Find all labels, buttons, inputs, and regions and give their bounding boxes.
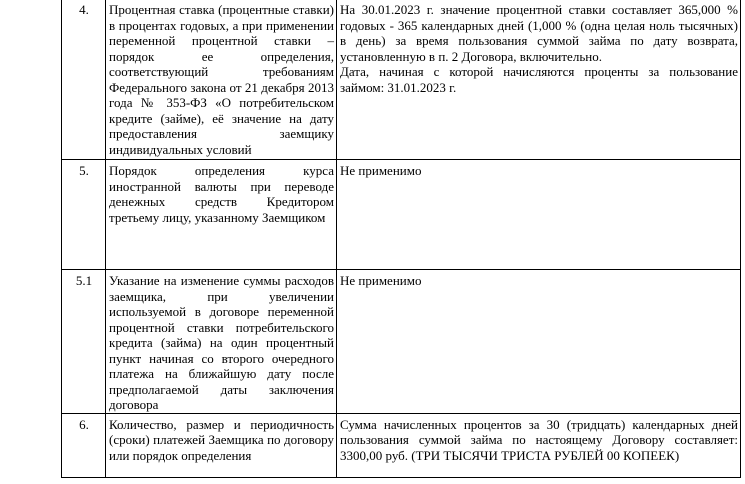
table-row-5 [62,160,741,270]
value-paragraph: Не применимо [340,273,422,288]
row-label: Количество, размер и периодичность (сроки) платежей Заемщика по договору или порядок определения [106,413,337,477]
row-number: 4. [62,0,106,160]
row-value [337,413,741,477]
value-paragraph: Сумма начисленных процентов за 30 (тридцать) календарных дней пользования суммой займа по настоящему Договору составляет: 3300,00 руб. (ТРИ ТЫСЯЧИ ТРИСТА РУБЛЕЙ 00 КОПЕЕК) [340,416,738,463]
row-label: Указание на изменение суммы расходов заемщика, при увеличении используемой в договоре переменной процентной ставки потребительского кредита (займа) на один процентный пункт начиная со второго очередного платежа на ближайшую дату после предполагаемой даты заключения договора [106,270,337,414]
table-row-4 [62,0,741,160]
table-row-6 [62,413,741,477]
value-paragraph: Не применимо [340,163,422,178]
row-value [337,0,741,160]
row-number: 5. [62,160,106,270]
row-value [337,160,741,270]
row-number: 5.1 [62,270,106,414]
row-label: Процентная ставка (процентные ставки) в процентах годовых, а при применении переменной процентной ставки – порядок ее определения, соответствующий требованиям Федерального закона от 21 декабря 2013 года № 353-ФЗ «О потребительском кредите (займе), её значение на дату предоставления заемщику индивидуальных условий [106,0,337,160]
loan-terms-table [61,0,741,478]
row-number: 6. [62,413,106,477]
value-paragraph: На 30.01.2023 г. значение процентной ставки составляет 365,000 % годовых - 365 календарных дней (1,000 % (одна целая ноль тысячных) в день) за время пользования суммой займа по дату возврата, установленную в п. 2 Договора, включительно. [340,2,738,64]
value-paragraph: Дата, начиная с которой начисляются проценты за пользование займом: 31.01.2023 г. [340,64,738,95]
table-row-5-1 [62,270,741,414]
row-value [337,270,741,414]
row-label: Порядок определения курса иностранной валюты при переводе денежных средств Кредитором третьему лицу, указанному Заемщиком [106,160,337,270]
